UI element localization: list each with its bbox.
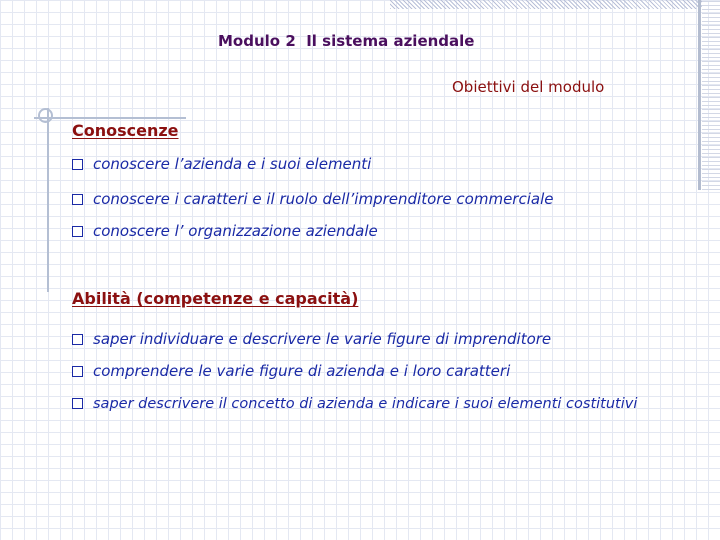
checkbox-bullet-icon xyxy=(72,194,83,205)
abilita-item-text: comprendere le varie figure di azienda e i loro caratteri xyxy=(93,362,511,380)
module-title: Modulo 2 Il sistema aziendale xyxy=(218,32,475,50)
checkbox-bullet-icon xyxy=(72,159,83,170)
checkbox-bullet-icon xyxy=(72,398,83,409)
top-decorative-band xyxy=(390,0,702,9)
abilita-heading: Abilità (competenze e capacità) xyxy=(72,289,359,308)
decorative-vertical-line xyxy=(47,108,49,292)
conoscenze-item-text: conoscere i caratteri e il ruolo dell’imprenditore commerciale xyxy=(93,190,554,208)
conoscenze-heading: Conoscenze xyxy=(72,121,179,140)
conoscenze-item xyxy=(72,153,702,175)
conoscenze-item xyxy=(72,188,702,210)
right-decorative-fade xyxy=(702,0,720,190)
checkbox-bullet-icon xyxy=(72,334,83,345)
checkbox-bullet-icon xyxy=(72,226,83,237)
objectives-title: Obiettivi del modulo xyxy=(452,78,605,96)
abilita-item-text: saper individuare e descrivere le varie figure di imprenditore xyxy=(93,330,552,348)
checkbox-bullet-icon xyxy=(72,366,83,377)
conoscenze-item-text: conoscere l’azienda e i suoi elementi xyxy=(93,155,372,173)
abilita-item xyxy=(72,328,702,350)
decorative-circle xyxy=(38,108,53,123)
abilita-item xyxy=(72,393,687,415)
conoscenze-item-text: conoscere l’ organizzazione aziendale xyxy=(93,222,378,240)
conoscenze-item xyxy=(72,220,702,242)
abilita-item xyxy=(72,360,702,382)
abilita-item-text: saper descrivere il concetto di azienda e indicare i suoi elementi costitutivi xyxy=(93,396,638,412)
decorative-horizontal-line xyxy=(34,117,186,119)
